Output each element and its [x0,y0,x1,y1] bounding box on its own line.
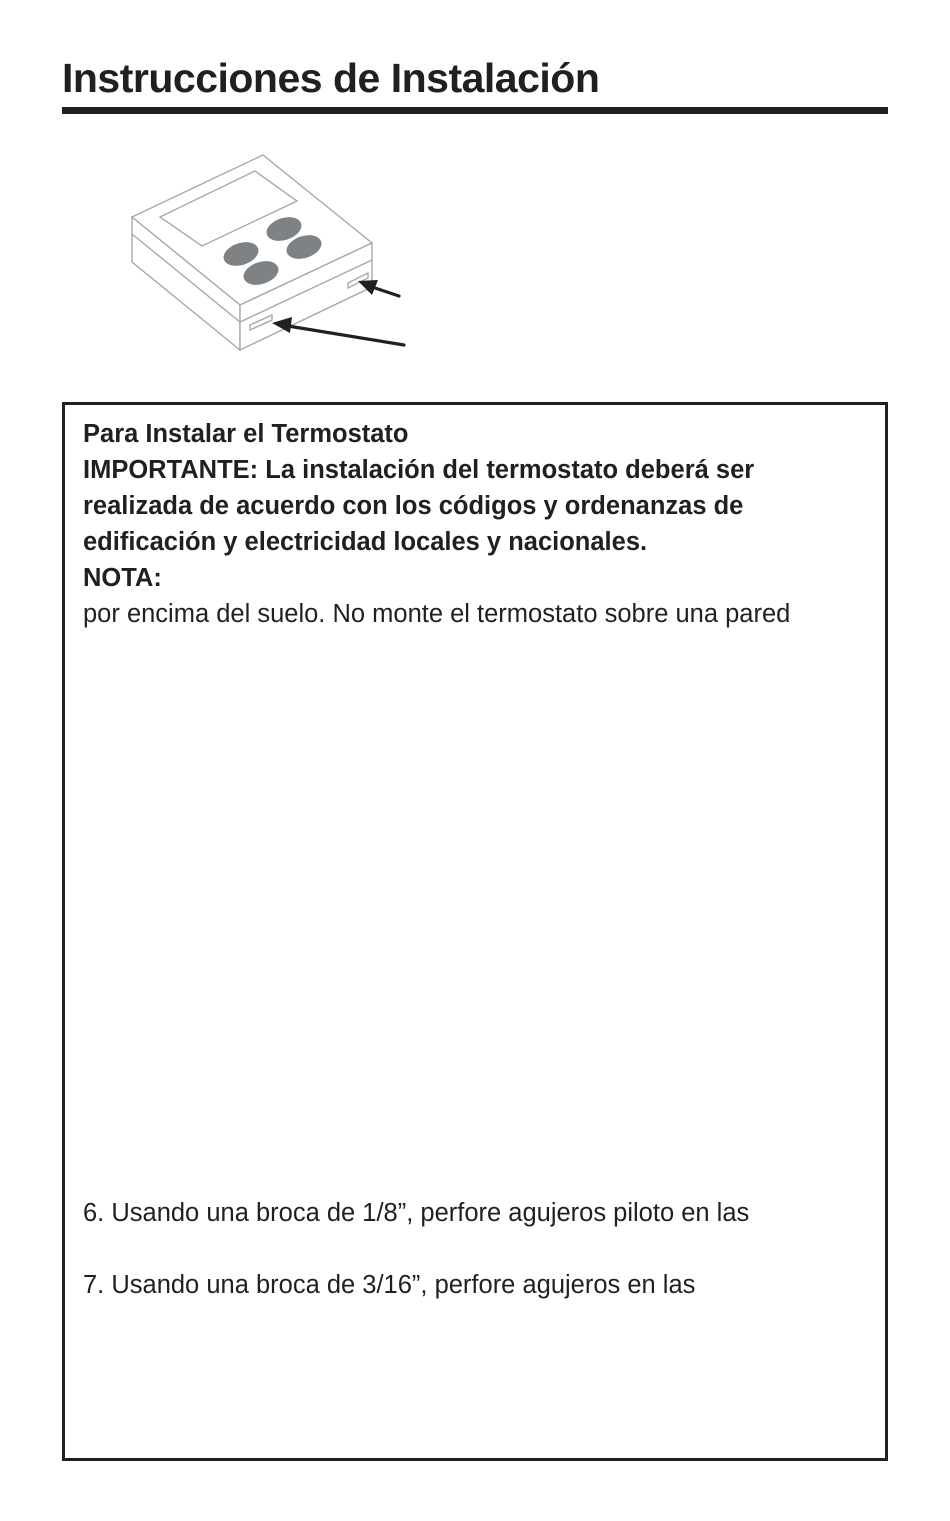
step-6: 6. Usando una broca de 1/8”, perfore agujeros piloto en las [83,1199,750,1227]
section-heading: Para Instalar el Termostato [83,420,409,448]
instruction-box [62,402,888,1461]
note-label: NOTA: [83,564,162,592]
note-text: por encima del suelo. No monte el termostato sobre una pared [83,600,791,628]
step-7: 7. Usando una broca de 3/16”, perfore agujeros en las [83,1271,696,1299]
important-line: edificación y electricidad locales y nacionales. [83,528,648,556]
instruction-text [83,416,873,632]
important-line: IMPORTANTE: La instalación del termostato deberá ser [83,456,755,484]
title-rule [62,107,888,114]
thermostat-illustration-icon [120,145,420,360]
page-title: Instrucciones de Instalación [62,55,600,101]
important-line: realizada de acuerdo con los códigos y ordenanzas de [83,492,744,520]
